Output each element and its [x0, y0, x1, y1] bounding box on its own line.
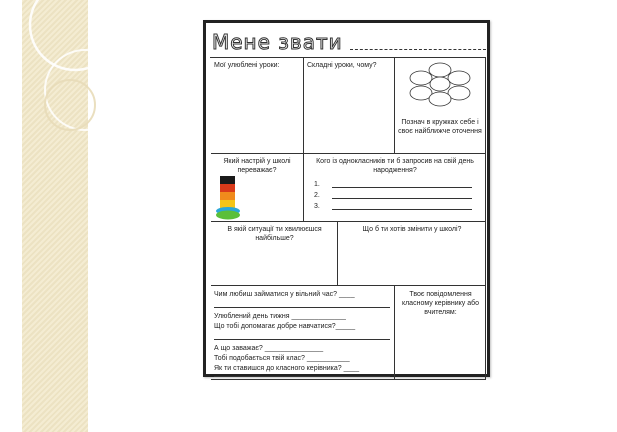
page-title: Мене звати	[212, 30, 343, 54]
mood-bar-black[interactable]	[220, 176, 235, 184]
list-number-2: 2.	[314, 192, 320, 199]
worried-question: В якій ситуації ти хвилюєшся найбільше?	[227, 226, 322, 243]
messages-label: Твоє повідомлення класному керівнику або вчителям:	[401, 291, 480, 317]
circles-cell	[395, 58, 486, 154]
worksheet	[203, 20, 490, 377]
list-number-1: 1.	[314, 181, 320, 188]
mood-cell	[211, 154, 304, 222]
free-time-line[interactable]	[214, 307, 390, 308]
class-like-question[interactable]: Тобі подобається твій клас? ___________	[214, 355, 350, 362]
list-number-3: 3.	[314, 203, 320, 210]
birthday-question: Кого із однокласників ти б запросив на свій день народження?	[316, 158, 474, 175]
difficult-lessons-label: Складні уроки, чому?	[307, 62, 377, 69]
flower-circles-diagram[interactable]	[407, 62, 473, 108]
mood-question: Який настрій у школі переважає?	[223, 158, 291, 175]
difficult-lessons-cell[interactable]	[304, 58, 395, 154]
change-cell[interactable]	[338, 222, 486, 286]
circles-caption: Познач в кружках себе і своє найближче оточення	[398, 119, 482, 136]
guest-line-1[interactable]	[332, 187, 472, 188]
birthday-cell	[304, 154, 486, 222]
messages-cell[interactable]	[395, 286, 486, 380]
name-fill-line[interactable]	[350, 49, 486, 50]
guest-line-3[interactable]	[332, 209, 472, 210]
favorite-day-question[interactable]: Улюблений день тижня ______________	[214, 313, 346, 320]
decorative-circles	[0, 0, 110, 150]
guest-line-2[interactable]	[332, 198, 472, 199]
what-helps-question[interactable]: Що тобі допомагає добре навчатися?_____	[214, 323, 356, 330]
worried-cell[interactable]	[211, 222, 338, 286]
mood-bar-red[interactable]	[220, 184, 235, 192]
favorite-lessons-cell[interactable]	[211, 58, 304, 154]
favorite-lessons-label: Мої улюблені уроки:	[214, 62, 280, 69]
teacher-attitude-question[interactable]: Як ти ставишся до класного керівника? ____	[214, 365, 360, 372]
what-hinders-question[interactable]: А що заважає? _______________	[214, 345, 324, 352]
mood-blob-icon[interactable]	[215, 207, 241, 220]
what-helps-line[interactable]	[214, 339, 390, 340]
free-time-question[interactable]: Чим любиш займатися у вільний час? ____	[214, 291, 355, 298]
teacher-attitude-line[interactable]	[214, 376, 390, 377]
worksheet-grid	[210, 57, 486, 372]
title-row	[210, 29, 488, 55]
mood-bar-orange[interactable]	[220, 192, 235, 200]
questions-cell	[211, 286, 395, 380]
change-question: Що б ти хотів змінити у школі?	[362, 226, 462, 233]
